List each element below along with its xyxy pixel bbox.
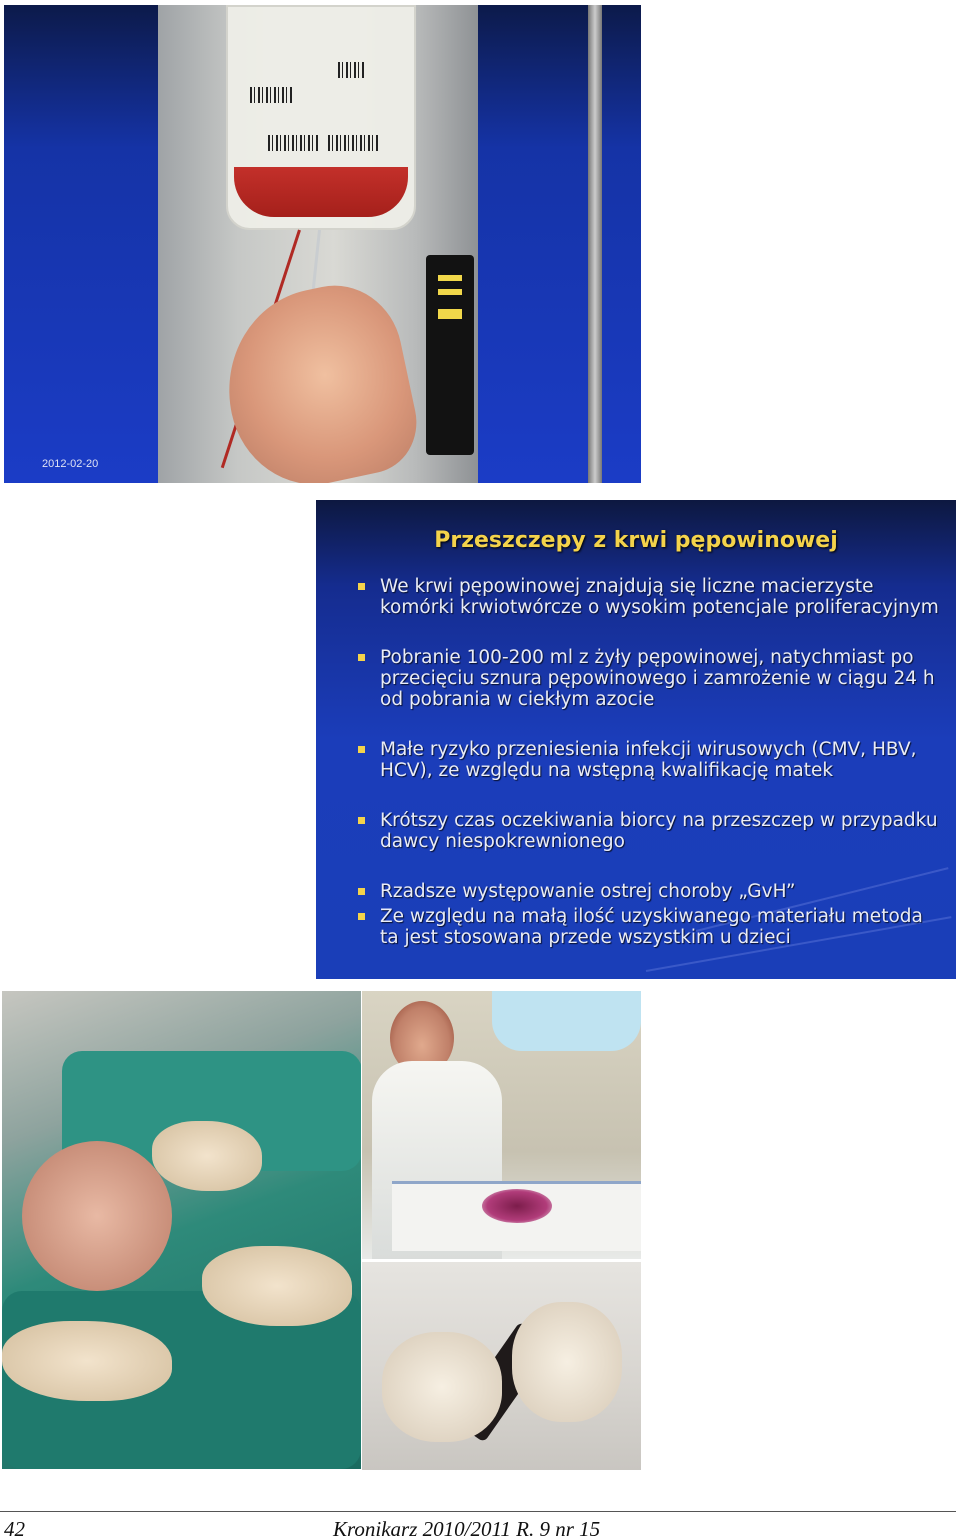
barcode-label (250, 87, 292, 103)
slide-bullet-list (356, 576, 946, 948)
date-stamp: 2012-02-20 (42, 458, 99, 470)
barcode-label (328, 135, 380, 151)
gloved-hand (2, 1321, 172, 1401)
newborn (22, 1141, 172, 1291)
blood-stain (482, 1189, 552, 1223)
barcode-label (268, 135, 320, 151)
gloved-hands-photo (362, 1262, 641, 1470)
cord-blood-bag (226, 5, 416, 230)
infusion-pump (426, 255, 474, 455)
footer-divider (0, 1511, 956, 1512)
slide-bullet: We krwi pępowinowej znajdują się liczne macierzyste komórki krwiotwórcze o wysokim potencjale proliferacyjnym (356, 576, 946, 618)
barcode-label (338, 62, 366, 78)
nurse-hand (210, 273, 426, 483)
slide-bullet: Pobranie 100-200 ml z żyły pępowinowej, natychmiast po przecięciu sznura pępowinowego i zamrożenie w ciągu 24 h od pobrania w ciekłym azocie (356, 647, 946, 710)
iv-pole (588, 5, 602, 483)
slide-title: Przeszczepy z krwi pępowinowej (434, 528, 838, 553)
slide-bullet: Rzadsze występowanie ostrej choroby „GvH” (356, 881, 946, 902)
collection-procedure-photo (362, 991, 641, 1259)
page-number: 42 (4, 1517, 25, 1540)
blood-bag-photo (4, 5, 641, 483)
presentation-slide (316, 500, 956, 979)
gloved-hand (512, 1302, 622, 1422)
overhead-equipment (492, 991, 641, 1051)
hospital-room-background (158, 5, 478, 483)
blood-contents (234, 167, 408, 217)
pump-indicator (438, 289, 462, 295)
slide-bullet: Krótszy czas oczekiwania biorcy na przeszczep w przypadku dawcy niespokrewnionego (356, 810, 946, 852)
gloved-hand (202, 1246, 352, 1326)
delivery-room-photo (2, 991, 361, 1469)
pump-indicator (438, 275, 462, 281)
gloved-hand (152, 1121, 262, 1191)
gloved-hand (382, 1332, 502, 1442)
pump-indicator (438, 309, 462, 319)
journal-title: Kronikarz 2010/2011 R. 9 nr 15 (333, 1517, 601, 1540)
slide-bullet: Ze względu na małą ilość uzyskiwanego materiału metoda ta jest stosowana przede wszystkim u dzieci (356, 906, 946, 948)
slide-bullet: Małe ryzyko przeniesienia infekcji wirusowych (CMV, HBV, HCV), ze względu na wstępną kwalifikację matek (356, 739, 946, 781)
